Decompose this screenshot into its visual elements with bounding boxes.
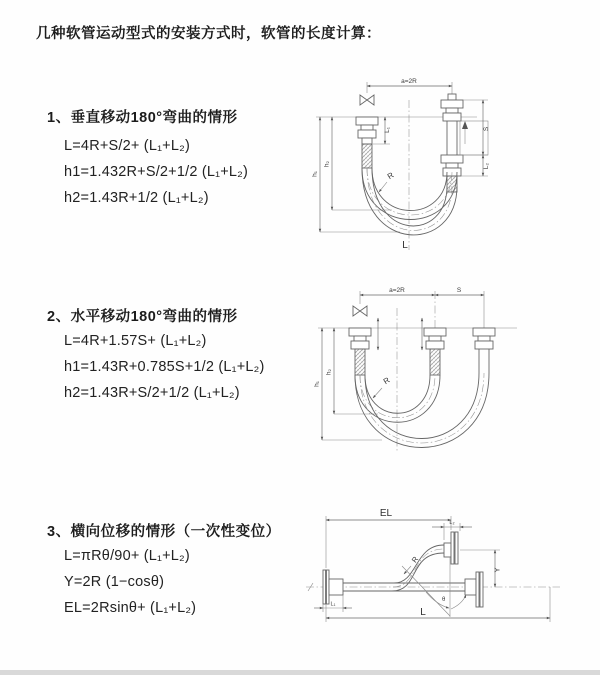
s-curve-hose-wall	[343, 553, 444, 591]
dim-label-h2: h₂	[325, 368, 333, 376]
right-fitting	[473, 328, 495, 336]
diagram-horizontal-180-bend	[312, 280, 562, 465]
left-fitting	[362, 138, 372, 144]
left-flange	[323, 570, 326, 604]
radius-label-r: R	[385, 170, 396, 182]
dim-label-el: EL	[379, 508, 393, 519]
diagram-lateral-displacement	[298, 500, 598, 635]
angle-arc-arrow	[451, 595, 466, 609]
diagram-vertical-180-bend	[312, 72, 597, 257]
right-fitting	[475, 341, 493, 349]
section-3-heading: 3、横向位移的情形（一次性变位）	[47, 524, 281, 540]
hose-curve	[362, 168, 457, 235]
left-fitting	[356, 117, 378, 125]
raised-flange	[455, 532, 458, 564]
angle-label-theta: θ	[442, 597, 446, 603]
left-fitting	[354, 336, 366, 341]
raised-flange-stem	[444, 543, 451, 557]
dim-label-l2: L₂	[449, 520, 455, 526]
left-fitting	[361, 125, 373, 130]
movement-arrow-head	[462, 121, 468, 129]
section-2-heading: 2、水平移动180°弯曲的情形	[47, 309, 238, 325]
right-fitting-upper	[443, 113, 461, 121]
section-3-formula-Y: Y=2R (1−cosθ)	[64, 574, 165, 590]
hose-curve	[365, 375, 430, 413]
right-flange	[480, 572, 483, 607]
dim-label-s: S	[483, 126, 490, 132]
valve-icon	[353, 306, 367, 316]
right-flange	[476, 572, 479, 607]
dim-label-y: Y	[492, 567, 502, 573]
section-3-formula-EL: EL=2Rsinθ+ (L₁+L₂)	[64, 600, 197, 616]
right-fitting-upper	[446, 108, 458, 113]
page-title: 几种软管运动型式的安装方式时，软管的长度计算：	[36, 26, 381, 42]
raised-flange	[451, 532, 454, 564]
right-fitting-lower	[446, 163, 458, 168]
radius-label-r: R	[409, 554, 421, 565]
section-1-formula-h1: h1=1.432R+S/2+1/2 (L₁+L₂)	[64, 164, 249, 180]
valve-icon	[360, 95, 374, 105]
dim-label-l2: L₂	[483, 162, 490, 170]
section-1-heading: 1、垂直移动180°弯曲的情形	[47, 110, 238, 126]
dim-label-s: S	[456, 287, 462, 294]
hose-curve-centerline	[360, 375, 435, 418]
middle-fitting	[429, 336, 441, 341]
radius-label-r: R	[381, 375, 392, 387]
length-label-l: L	[402, 240, 408, 251]
dim-label-h2: h₂	[323, 160, 331, 168]
section-2-formula-h2: h2=1.43R+S/2+1/2 (L₁+L₂)	[64, 385, 240, 401]
right-pipe-stub	[448, 94, 456, 100]
dim-label-h1: h₁	[313, 381, 321, 387]
section-1-formula-h2: h2=1.43R+1/2 (L₁+L₂)	[64, 190, 209, 206]
left-fitting	[349, 328, 371, 336]
left-fitting	[351, 341, 369, 349]
radius-leader-arrow	[404, 566, 411, 574]
right-fitting-lower	[441, 155, 463, 163]
scan-edge-artifact	[0, 670, 600, 675]
section-3-formula-L: L=πRθ/90+ (L₁+L₂)	[64, 548, 190, 564]
dim-label-a2r: a=2R	[389, 287, 405, 294]
right-flange-stem	[465, 579, 476, 595]
dim-label-l: L	[420, 607, 426, 618]
hose-curve	[372, 168, 447, 211]
middle-fitting	[426, 341, 444, 349]
s-curve-hose-centerline	[393, 549, 444, 587]
hose-curve-centerline	[367, 168, 452, 230]
dim-label-a2r: a=2R	[401, 78, 417, 85]
left-braided-hose	[362, 144, 372, 168]
section-2-formula-L: L=4R+1.57S+ (L₁+L₂)	[64, 333, 207, 349]
right-fitting	[478, 336, 490, 341]
hose-curve	[355, 375, 440, 422]
left-braided-hose	[355, 349, 365, 375]
middle-braided-hose	[430, 349, 440, 375]
radius-leader-arrow	[373, 388, 382, 398]
left-fitting	[358, 130, 376, 138]
radius-leader-arrow	[379, 182, 387, 192]
section-2-formula-h1: h1=1.43R+0.785S+1/2 (L₁+L₂)	[64, 359, 265, 375]
hose-curve	[372, 168, 447, 226]
s-curve-hose-wall	[343, 545, 444, 583]
middle-fitting	[424, 328, 446, 336]
right-fitting-upper	[441, 100, 463, 108]
dim-label-h1: h₁	[312, 171, 319, 177]
dim-label-l1: L₁	[384, 127, 391, 133]
left-flange-stem	[329, 579, 343, 595]
dim-label-l1: L₁	[330, 601, 336, 608]
section-1-formula-L: L=4R+S/2+ (L₁+L₂)	[64, 138, 190, 154]
